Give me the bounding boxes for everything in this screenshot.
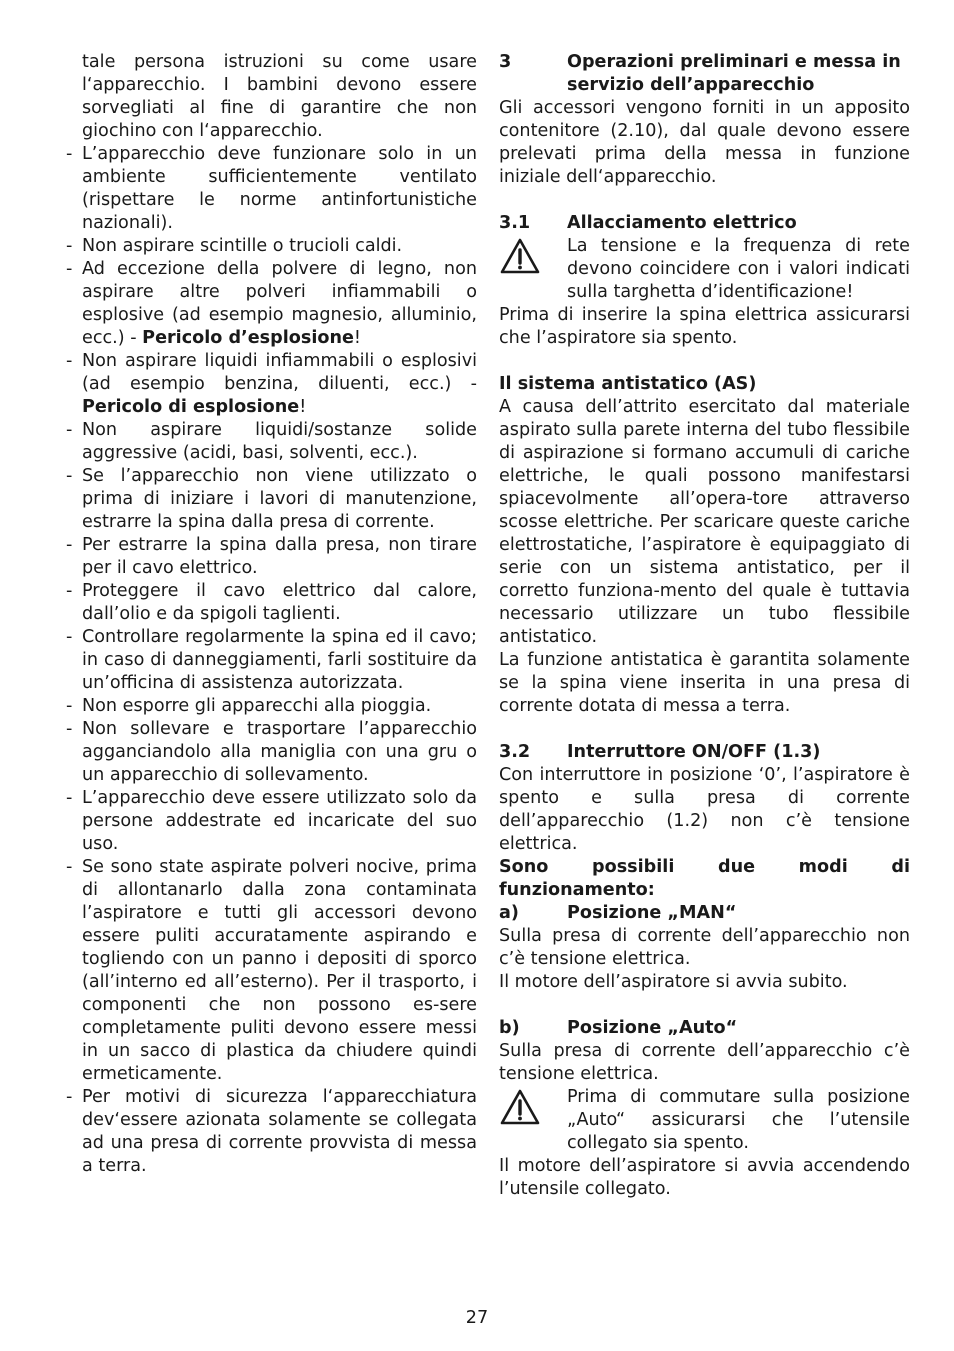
explosion-warning: Pericolo d’esplosione [142,328,354,348]
list-item: - Se l’apparecchio non viene utilizzato o prima di iniziare i lavori di manutenzione, estrarre la spina dalla presa di corrente. [66,466,477,532]
list-item: - Non aspirare scintille o trucioli caldi. [66,236,403,256]
section-3-1-body: Prima di inserire la spina elettrica assicurarsi che l’aspiratore sia spento. [499,305,910,348]
list-item: - Ad eccezione della polvere di legno, non aspirare altre polveri infiammabili o esplosive (ad esempio magnesio, alluminio, ecc.) - Pericolo d’esplosione! [66,259,477,348]
antistatic-body: A causa dell’attrito esercitato dal materiale aspirato sulla parete interna del tubo flessibile di aspirazione si formano accumuli di cariche elettriche, le quali possono manifestarsi spiacevolmente all’opera-tore attraverso scosse elettriche. Per scaricare queste cariche elettrostatiche, l’aspiratore è equipaggiato di serie con un sistema antistatico, per il corretto funziona-mento del quale è tuttavia necessario utilizzare un tubo flessibile antistatico. [499,397,910,647]
list-item: - Per estrarre la spina dalla presa, non tirare per il cavo elettrico. [66,535,477,578]
section-3-2-heading: 3.2 Interruttore ON/OFF (1.3) [499,742,821,762]
list-item: - L’apparecchio deve essere utilizzato solo da persone addestrate ed incaricate del suo uso. [66,788,477,854]
list-item: - Non aspirare liquidi infiammabili o esplosivi (ad esempio benzina, diluenti, ecc.) - Pericolo di esplosione! [66,351,477,417]
list-item: - L’apparecchio deve funzionare solo in un ambiente sufficientemente ventilato (rispettare le norme antinfortunistiche nazionali). [66,144,477,233]
mode-a-body: Sulla presa di corrente dell’apparecchio non c’è tensione elettrica. [499,926,910,969]
list-item: - Proteggere il cavo elettrico dal calore, dall’olio e da spigoli taglienti. [66,581,477,624]
intro-paragraph: tale persona istruzioni su come usare l‘apparecchio. I bambini devono essere sorvegliati al fine di garantire che non giochino con l‘apparecchio. [82,52,477,141]
mode-b-body-2: Il motore dell’aspiratore si avvia accendendo l’utensile collegato. [499,1156,910,1199]
section-3-2-body: Con interruttore in posizione ‘0’, l’aspiratore è spento e sulla presa di corrente dell’apparecchio (1.2) non c’è tensione elettrica. [499,765,910,854]
list-item: - Se sono state aspirate polveri nocive, prima di allontanarlo dalla zona contaminata l’aspiratore e tutti gli accessori devono essere puliti accuratamente aspirando e togliendo con un panno i depositi di sporco (all’interno ed all’esterno). Per il trasporto, i componenti che non possono es-sere completamente puliti devono essere messi in un sacco di plastica da chiudere quindi ermeticamente. [66,857,477,1084]
list-item: - Non sollevare e trasportare l’apparecchio agganciandolo alla maniglia con una gru o un apparecchio di sollevamento. [66,719,477,785]
section-3-heading: 3 Operazioni preliminari e messa in servizio dell’apparecchio [499,52,901,95]
list-item: - Per motivi di sicurezza l‘apparecchiatura dev‘essere azionata solamente se collegata ad una presa di corrente provvista di messa a terra. [66,1087,477,1176]
warning-triangle-icon [499,235,567,304]
warning-triangle-icon [499,1086,567,1155]
mode-a-heading: a) Posizione „MAN“ [499,903,737,923]
left-column [66,51,477,1178]
auto-warning: Prima di commutare sulla posizione „Auto“ assicurarsi che l’utensile collegato sia spento. [499,1086,910,1155]
section-3-body: Gli accessori vengono forniti in un apposito contenitore (2.10), dal quale devono essere prelevati prima della messa in funzione iniziale dell‘apparecchio. [499,98,910,187]
mode-b-body: Sulla presa di corrente dell’apparecchio c’è tensione elettrica. [499,1041,910,1084]
page-number: 27 [465,1308,489,1328]
antistatic-heading: Il sistema antistatico (AS) [499,374,757,394]
list-item: - Non esporre gli apparecchi alla pioggia. [66,696,432,716]
antistatic-body-2: La funzione antistatica è garantita solamente se la spina viene inserita in una presa di corrente dotata di messa a terra. [499,650,910,716]
explosion-warning: Pericolo di esplosione [82,397,300,417]
section-3-1-heading: 3.1 Allacciamento elettrico [499,213,797,233]
safety-list [66,143,477,1178]
right-column [499,51,910,1201]
voltage-warning: La tensione e la frequenza di rete devono coincidere con i valori indicati sulla targhetta d’identificazione! [499,235,910,304]
list-item: - Non aspirare liquidi/sostanze solide aggressive (acidi, basi, solventi, ecc.). [66,420,477,463]
modes-title: Sono possibili due modi di funzionamento: [499,857,910,900]
mode-a-body-2: Il motore dell’aspiratore si avvia subito. [499,972,848,992]
list-item: - Controllare regolarmente la spina ed il cavo; in caso di danneggiamenti, farli sostituire da un’officina di assistenza autorizzata. [66,627,477,693]
mode-b-heading: b) Posizione „Auto“ [499,1018,738,1038]
